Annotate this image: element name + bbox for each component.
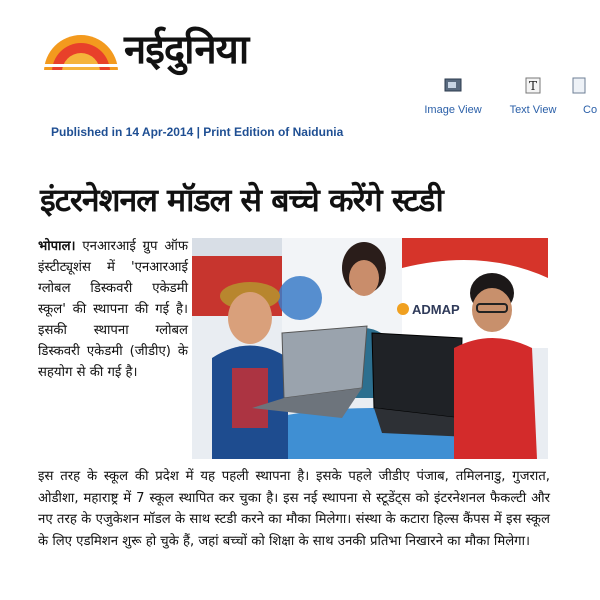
article-intro [38, 236, 188, 383]
article-headline: इंटरनेशनल मॉडल से बच्चे करेंगे स्टडी [40, 181, 443, 219]
text-icon [524, 76, 542, 94]
newspaper-logo: नईदुनिया [124, 27, 249, 73]
photo-banner-text: ADMAP [412, 302, 460, 317]
image-view-label: Image View [424, 104, 482, 116]
publication-info: Published in 14 Apr-2014 | Print Edition of Naidunia [51, 125, 344, 139]
sunrise-logo-icon [42, 34, 120, 74]
image-icon [444, 76, 462, 94]
article-body: इस तरह के स्कूल की प्रदेश में यह पहली स्थापना है। इसके पहले जीडीए पंजाब, तमिलनाडु, गुजरात, ओडीशा, महाराष्ट्र में 7 स्कूल स्थापित कर चुका है। इस नई स्थापना से स्टूडेंट्स को इंटरनेशनल फैकल्टी और नए तरह के एजुकेशन मॉडल के साथ स्टडी करने का मौका मिलेगा। संस्था के कटारा हिल्स कैंपस में इस स्कूल के लिए एडमिशन शुरू हो चुके हैं, जहां बच्चों को शिक्षा के साथ उनकी प्रतिभा निखारने का मौका मिलेगा। [38, 469, 550, 549]
more-view-label: Co [583, 104, 598, 116]
article-photo [192, 238, 548, 459]
document-icon [570, 76, 588, 94]
text-view-button[interactable] [498, 76, 568, 117]
intro-text: एनआरआई ग्रुप ऑफ इंस्टीट्यूशंस में 'एनआरआई ग्लोबल डिस्कवरी एकेडमी स्कूल' की स्थापना की गई है। इसकी स्थापना ग्लोबल डिस्कवरी एकेडमी (जीडीए) के सहयोग से की गई है। [38, 239, 188, 380]
svg-text:T: T [529, 79, 538, 93]
image-view-button[interactable] [418, 76, 488, 117]
text-view-label: Text View [509, 104, 557, 116]
more-view-button[interactable] [560, 76, 600, 117]
dateline: भोपाल। [38, 239, 76, 254]
